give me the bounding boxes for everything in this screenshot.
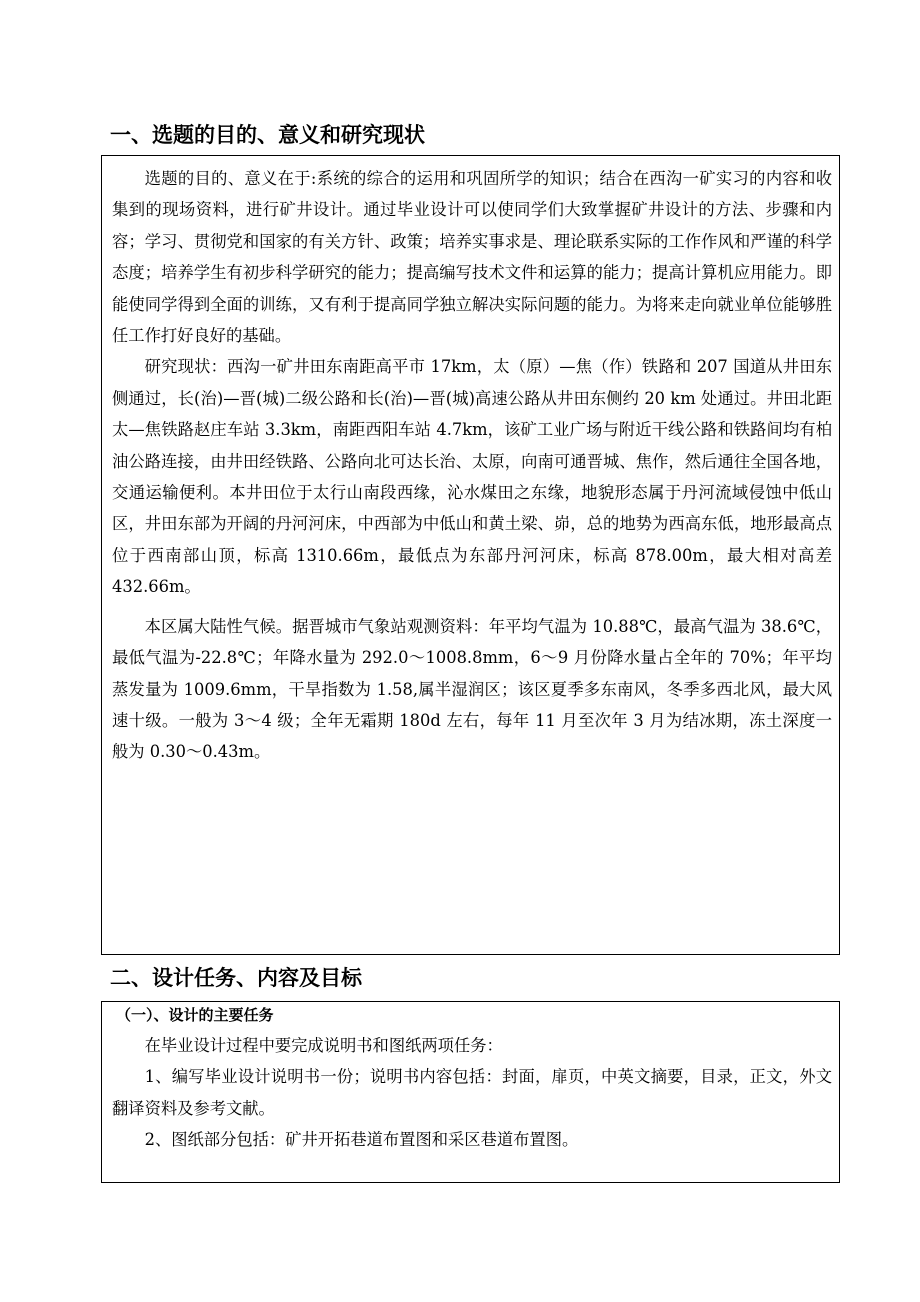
section-1-heading: 一、选题的目的、意义和研究现状 bbox=[110, 123, 425, 147]
section-2-body bbox=[112, 1030, 832, 1156]
task-item-1: 1、编写毕业设计说明书一份；说明书内容包括：封面，扉页，中英文摘要，目录，正文，外文翻译资料及参考文献。 bbox=[112, 1067, 832, 1118]
section-1-body bbox=[112, 163, 832, 768]
task-intro-paragraph: 在毕业设计过程中要完成说明书和图纸两项任务： bbox=[144, 1036, 503, 1055]
climate-paragraph: 本区属大陆性气候。据晋城市气象站观测资料：年平均气温为 10.88℃，最高气温为 38.6℃，最低气温为-22.8℃；年降水量为 292.0～1008.8mm，6～9 月份降水量占全年的 70%；年平均蒸发量为 1009.6mm，干旱指数为 1.58,属半湿润区；该区夏季多东南风，冬季多西北风，最大风速十级。一般为 3～4 级；全年无霜期 180d 左右，每年 11 月至次年 3 月为结冰期，冻土深度一般为 0.30～0.43m。 bbox=[112, 616, 832, 762]
purpose-paragraph: 选题的目的、意义在于:系统的综合的运用和巩固所学的知识；结合在西沟一矿实习的内容和收集到的现场资料，进行矿井设计。通过毕业设计可以使同学们大致掌握矿井设计的方法、步骤和内容；学习、贯彻党和国家的有关方针、政策；培养实事求是、理论联系实际的工作作风和严谨的科学态度；培养学生有初步科学研究的能力；提高编写技术文件和运算的能力；提高计算机应用能力。即能使同学得到全面的训练，又有利于提高同学独立解决实际问题的能力。为将来走向就业单位能够胜任工作打好良好的基础。 bbox=[112, 169, 832, 346]
research-status-paragraph: 研究现状：西沟一矿井田东南距高平市 17km，太（原）—焦（作）铁路和 207 国道从井田东侧通过，长(治)—晋(城)二级公路和长(治)—晋(城)高速公路从井田东侧约 20 km 处通过。井田北距太—焦铁路赵庄车站 3.3km，南距西阳车站 4.7km，该矿工业广场与附近干线公路和铁路间均有柏油公路连接，由井田经铁路、公路向北可达长治、太原，向南可通晋城、焦作，然后通往全国各地，交通运输便利。本井田位于太行山南段西缘，沁水煤田之东缘，地貌形态属于丹河流域侵蚀中低山区，井田东部为开阔的丹河河床，中西部为中低山和黄土梁、峁，总的地势为西高东低，地形最高点位于西南部山顶，标高 1310.66m，最低点为东部丹河河床，标高 878.00m，最大相对高差 432.66m。 bbox=[112, 357, 832, 597]
section-2-heading: 二、设计任务、内容及目标 bbox=[110, 966, 362, 990]
task-item-2: 2、图纸部分包括：矿井开拓巷道布置图和采区巷道布置图。 bbox=[144, 1130, 579, 1150]
section-1-content-box bbox=[101, 155, 840, 955]
section-2-content-box bbox=[101, 1001, 840, 1183]
main-tasks-subheading: （一）、设计的主要任务 bbox=[116, 1006, 274, 1024]
